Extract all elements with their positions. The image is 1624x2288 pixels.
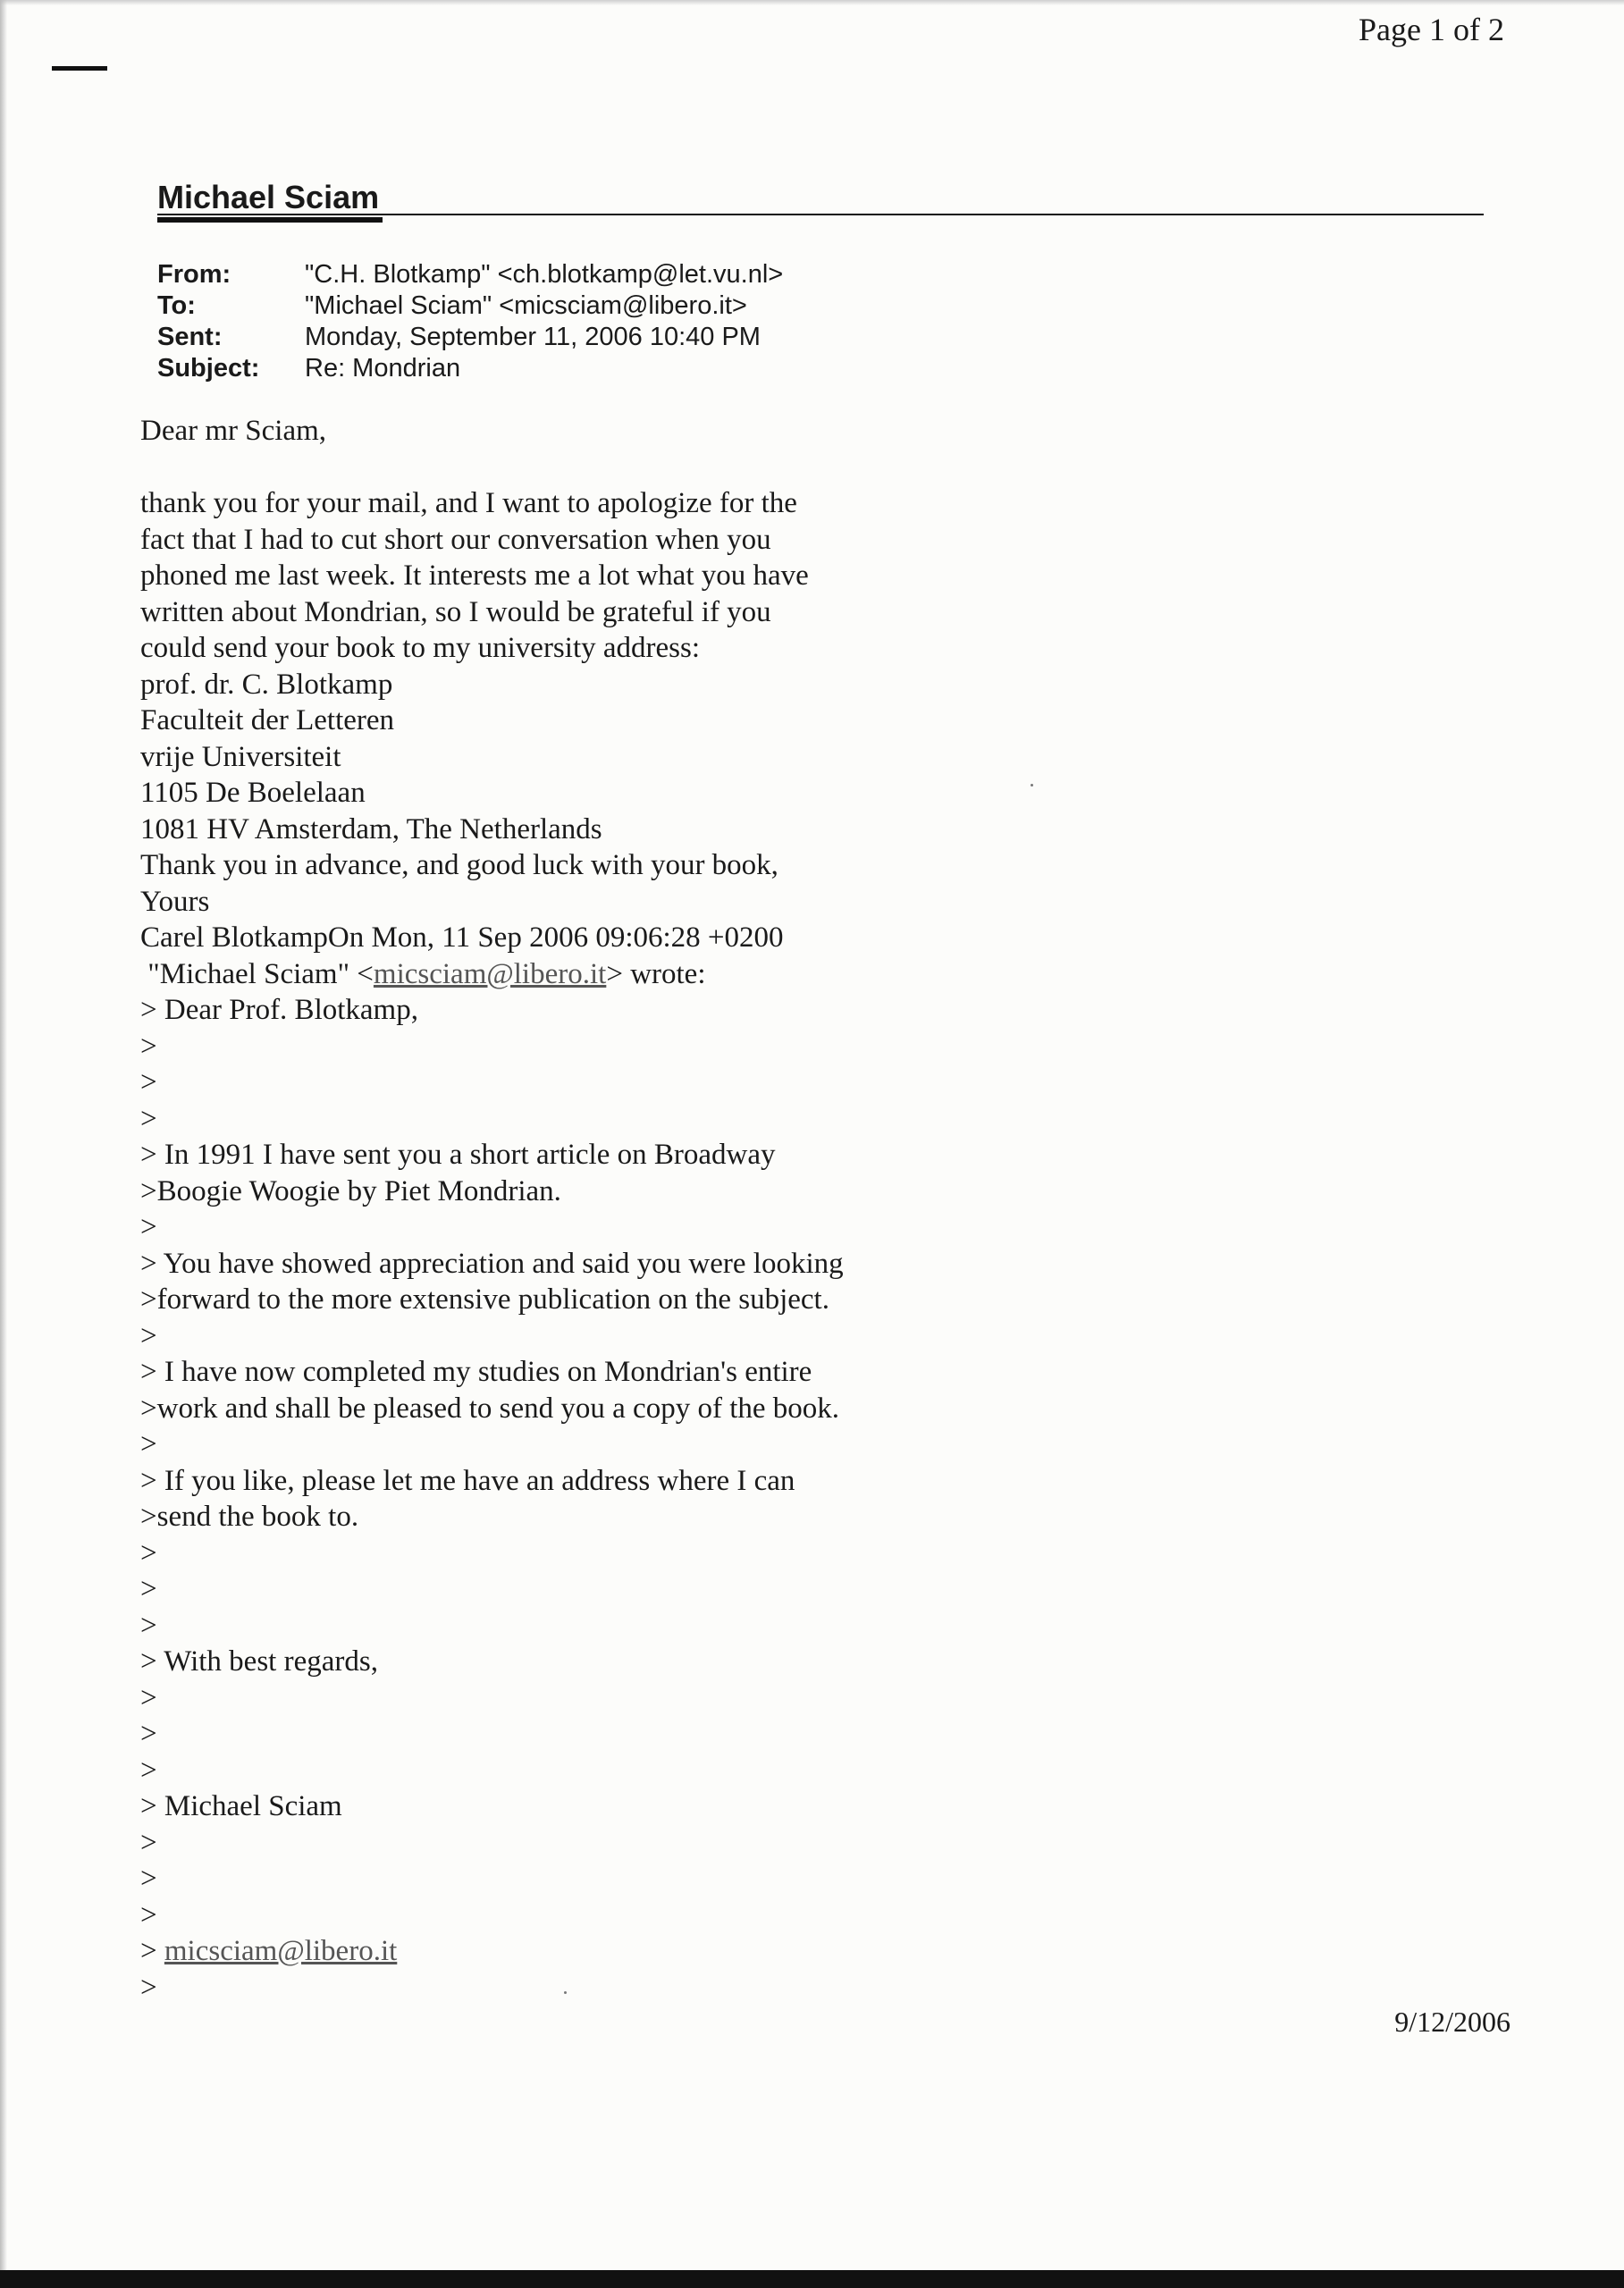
sent-value: Monday, September 11, 2006 10:40 PM — [305, 323, 761, 351]
body-line: Yours — [140, 885, 210, 918]
scan-speck — [564, 1991, 567, 1994]
sent-label: Sent: — [157, 323, 223, 351]
header-from — [157, 259, 783, 290]
sender-underline — [157, 217, 383, 223]
print-date: 9/12/2006 — [1394, 2006, 1510, 2038]
quoted-line: >forward to the more extensive publication on the subject. — [140, 1283, 829, 1316]
header-subject — [157, 353, 783, 384]
quoted-line: >send the book to. — [140, 1501, 359, 1533]
to-value: "Michael Sciam" <micsciam@libero.it> — [305, 291, 747, 320]
page-number: Page 1 of 2 — [1359, 12, 1504, 47]
email-body — [140, 413, 844, 2006]
quoted-line: > Michael Sciam — [140, 1790, 342, 1822]
greeting: Dear mr Sciam, — [140, 415, 327, 447]
body-line: thank you for your mail, and I want to apologize for the — [140, 487, 797, 519]
corner-mark — [52, 66, 107, 71]
quote-marker: > — [140, 1718, 157, 1750]
quote-marker: > — [140, 1428, 157, 1460]
body-line: phoned me last week. It interests me a lot what you have — [140, 559, 809, 592]
quoted-line: > With best regards, — [140, 1645, 378, 1678]
signature-line: Carel BlotkampOn Mon, 11 Sep 2006 09:06:28 +0200 — [140, 921, 784, 954]
subject-label: Subject: — [157, 354, 260, 383]
email-link[interactable]: micsciam@libero.it — [373, 957, 607, 990]
quote-intro-name: "Michael Sciam" < — [140, 957, 374, 990]
body-line: written about Mondrian, so I would be grateful if you — [140, 595, 771, 628]
quote-prefix: > — [140, 1935, 164, 1967]
quoted-line: > I have now completed my studies on Mondrian's entire — [140, 1356, 812, 1388]
quote-marker: > — [140, 1030, 157, 1063]
quote-marker: > — [140, 1826, 157, 1859]
header-sent — [157, 322, 783, 353]
quote-marker: > — [140, 1211, 157, 1243]
subject-value: Re: Mondrian — [305, 354, 461, 383]
quoted-line: >Boogie Woogie by Piet Mondrian. — [140, 1174, 561, 1207]
quoted-line: > Dear Prof. Blotkamp, — [140, 994, 418, 1026]
quote-marker: > — [140, 1971, 157, 2004]
scan-edge-top — [0, 0, 1624, 5]
quote-marker: > — [140, 1609, 157, 1642]
scan-edge-left — [0, 0, 7, 2288]
to-label: To: — [157, 291, 196, 320]
quote-intro-line — [140, 956, 844, 993]
body-line: Thank you in advance, and good luck with your book, — [140, 849, 778, 881]
quoted-email-line — [140, 1933, 844, 1970]
quote-marker: > — [140, 1536, 157, 1569]
address-line: prof. dr. C. Blotkamp — [140, 668, 393, 701]
quote-marker: > — [140, 1319, 157, 1352]
scan-edge-bottom — [0, 2270, 1624, 2288]
quote-intro-tail: > wrote: — [606, 957, 706, 990]
quote-marker: > — [140, 1898, 157, 1931]
quote-marker: > — [140, 1573, 157, 1605]
quote-marker: > — [140, 1754, 157, 1787]
quoted-line: >work and shall be pleased to send you a copy of the book. — [140, 1392, 840, 1425]
address-line: 1105 De Boelelaan — [140, 777, 366, 809]
quoted-line: > In 1991 I have sent you a short article on Broadway — [140, 1139, 776, 1171]
address-line: 1081 HV Amsterdam, The Netherlands — [140, 812, 602, 845]
body-line: fact that I had to cut short our conversation when you — [140, 523, 771, 556]
quote-marker: > — [140, 1681, 157, 1714]
quote-marker: > — [140, 1102, 157, 1135]
email-link[interactable]: micsciam@libero.it — [164, 1935, 398, 1967]
address-line: vrije Universiteit — [140, 740, 341, 773]
sender-name: Michael Sciam — [157, 179, 380, 215]
header-to — [157, 290, 783, 322]
email-headers — [157, 259, 783, 384]
quote-marker: > — [140, 1863, 157, 1895]
scan-speck — [1031, 784, 1033, 786]
address-line: Faculteit der Letteren — [140, 704, 395, 736]
from-value: "C.H. Blotkamp" <ch.blotkamp@let.vu.nl> — [305, 260, 784, 289]
quote-marker: > — [140, 1066, 157, 1098]
quoted-line: > You have showed appreciation and said you were looking — [140, 1247, 844, 1280]
blank-line — [140, 450, 844, 486]
from-label: From: — [157, 260, 231, 289]
quoted-line: > If you like, please let me have an address where I can — [140, 1464, 795, 1497]
body-line: could send your book to my university address: — [140, 632, 701, 664]
